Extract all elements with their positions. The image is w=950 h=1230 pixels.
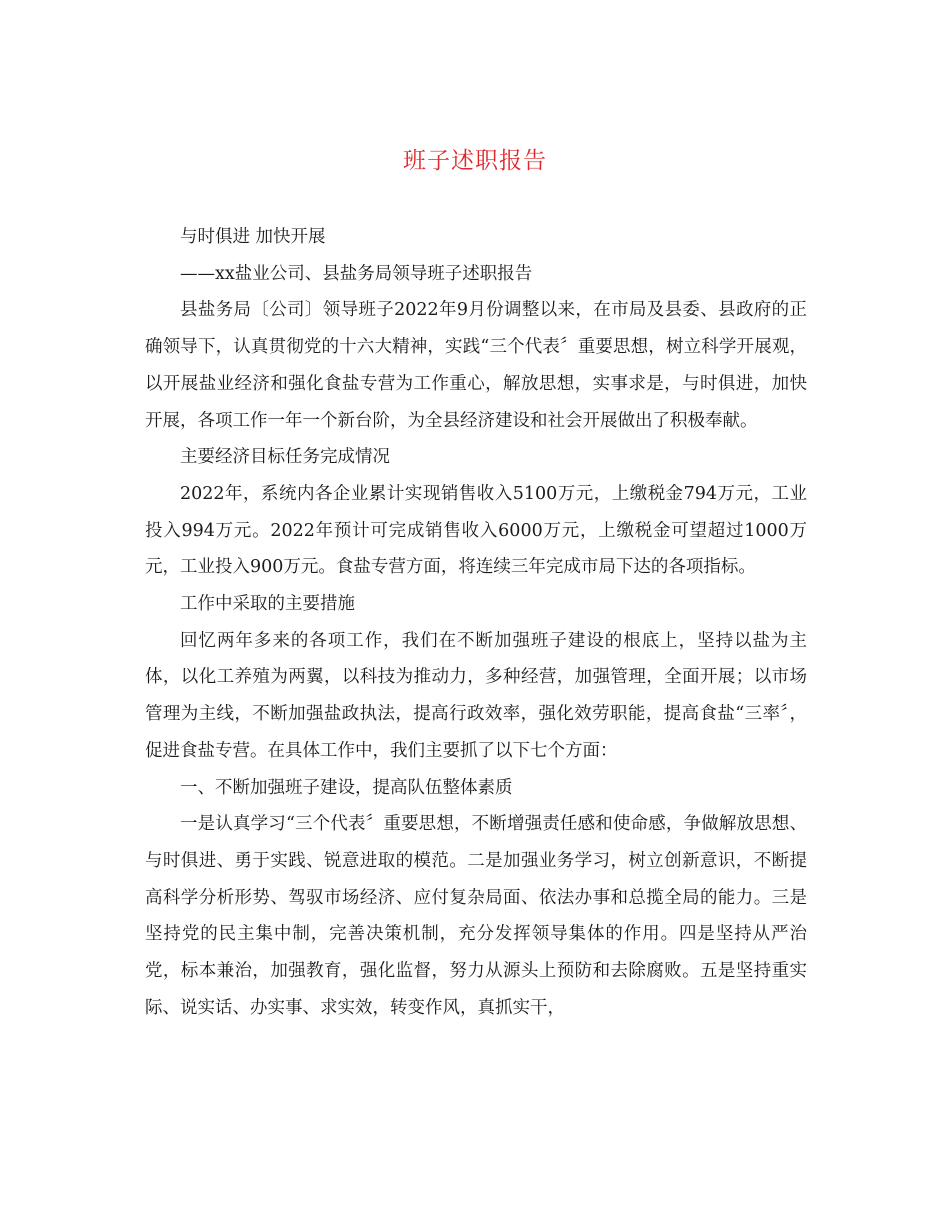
section-heading-targets: 主要经济目标任务完成情况 bbox=[180, 447, 390, 468]
subtitle-heading: 与时俱进 加快开展 bbox=[180, 227, 326, 247]
section-heading-measures: 工作中采取的主要措施 bbox=[180, 594, 355, 615]
measures-paragraph: 回忆两年多来的各项工作，我们在不断加强班子建设的根底上，坚持以盐为主体，以化工养殖为两翼，以科技为推动力，多种经营，加强管理，全面开展；以市场管理为主线，不断加强盐政执法，提高行政效率，强化效劳职能，提高食盐“三率〞，促进食盐专营。在具体工作中，我们主要抓了以下七个方面： bbox=[145, 630, 807, 761]
targets-paragraph: 2022年，系统内各企业累计实现销售收入5100万元，上缴税金794万元，工业投入994万元。2022年预计可完成销售收入6000万元，上缴税金可望超过1000万元，工业投入900万元。食盐专营方面，将连续三年完成市局下达的各项指标。 bbox=[145, 483, 807, 578]
section-heading-team-building: 一、不断加强班子建设，提高队伍整体素质 bbox=[180, 777, 513, 798]
team-building-paragraph: 一是认真学习“三个代表〞重要思想，不断增强责任感和使命感，争做解放思想、与时俱进、勇于实践、锐意进取的模范。二是加强业务学习，树立创新意识，不断提高科学分析形势、驾驭市场经济、应付复杂局面、依法办事和总揽全局的能力。三是坚持党的民主集中制，完善决策机制，充分发挥领导集体的作用。四是坚持从严治党，标本兼治，加强教育，强化监督，努力从源头上预防和去除腐败。五是坚持重实际、说实话、办实事、求实效，转变作风，真抓实干， bbox=[145, 814, 807, 1018]
document-body bbox=[145, 219, 807, 1026]
page-title: 班子述职报告 bbox=[403, 148, 547, 174]
report-subtitle: ——xx盐业公司、县盐务局领导班子述职报告 bbox=[180, 263, 533, 284]
intro-paragraph: 县盐务局〔公司〕领导班子2022年9月份调整以来，在市局及县委、县政府的正确领导下，认真贯彻党的十六大精神，实践“三个代表〞重要思想，树立科学开展观，以开展盐业经济和强化食盐专营为工作重心，解放思想，实事求是，与时俱进，加快开展，各项工作一年一个新台阶，为全县经济建设和社会开展做出了积极奉献。 bbox=[145, 300, 807, 431]
